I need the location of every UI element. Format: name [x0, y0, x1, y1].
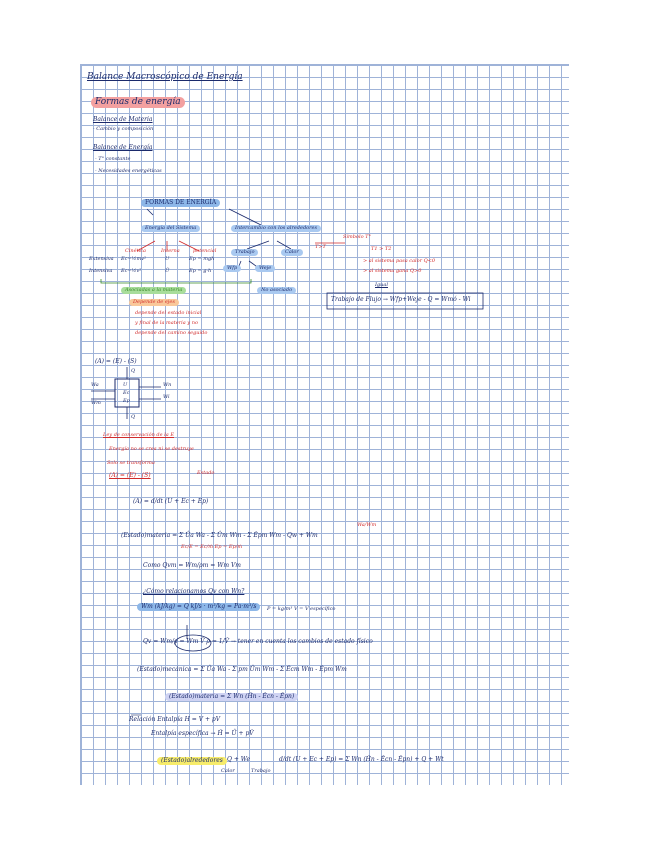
balance-materia-item: - Cambio y composición	[93, 126, 154, 132]
equation-entalpia-especifica: Entalpía específica → Ĥ = Û + pV̂	[151, 730, 254, 737]
equation-q-we: Q + We	[227, 756, 250, 763]
ec-extensiva: Ec=½mv²	[121, 256, 147, 262]
intensiva-label: Intensiva	[89, 268, 113, 274]
energia-sistema-box: Energía del Sistema	[141, 225, 200, 232]
section-formas-de-energia: Formas de energía	[91, 97, 185, 108]
grid-paper	[80, 64, 569, 785]
page-title: Balance Macroscópico de Energía	[87, 72, 243, 82]
equation-sub: Ec/E = Ec/ṁ Ep = Ep/ṁ	[181, 544, 243, 550]
ley-line: Energía no se crea ni se destruye	[109, 446, 194, 452]
simbolo-label: Símbolo T°	[343, 234, 372, 240]
depende-line: depende del camino seguido	[135, 330, 208, 336]
balance-energia-item: - T° constante	[95, 156, 131, 162]
balance-materia-heading: Balance de Materia	[93, 116, 153, 123]
calor-label: Calor	[281, 249, 303, 256]
estado-label: Estado	[197, 470, 215, 476]
equation-estado-alrededores: (Estado)alrededores	[157, 757, 227, 765]
equation-entalpia: Relación Entalpía H = V + pV	[129, 716, 221, 723]
no-asociado: No asociado	[257, 287, 296, 294]
ep-intensiva: Ep = g·h	[189, 268, 212, 274]
interna-label: Interna	[161, 248, 180, 254]
system-ec: Ec	[123, 390, 130, 396]
calor-sublabel: Calor	[221, 768, 235, 774]
wn-label: Wn	[163, 382, 172, 388]
wi-label: Wi	[163, 394, 170, 400]
ep-extensiva: Ep = mgh	[189, 256, 215, 262]
highlighted-equation: Wm (kJ/kg) = Q kJ/s · m³/kg = Pa·m³/s	[137, 603, 260, 611]
wfp-label: Wfp	[223, 265, 241, 272]
tt-label: T>T	[315, 244, 326, 250]
a-eq: (A) = (E) - (S)	[95, 358, 137, 365]
wm-label: Wm	[91, 400, 101, 406]
equation-estado-mecanica: (Estado)mecánica = Σ Ûa Wa - Σ pm Ûm Wm - Σ Êcm Wm - Êpm Wm	[137, 666, 347, 673]
equation-estado-materia: (Estado)materia = Σ Ûa Wa - Σ Ûm Wm - Σ Êpm Wm - Qw + Wm	[121, 532, 318, 539]
ley-conservacion: Ley de conservación de la E	[103, 432, 174, 438]
depende-ejes: Depende de ejes	[129, 299, 179, 306]
q-bottom-label: Q	[131, 414, 136, 420]
trabajo-label: Trabajo	[231, 249, 258, 256]
intercambio-box: Intercambio con los alrededores	[231, 225, 321, 232]
asociadas-materia: Asociadas a la materia	[121, 287, 186, 294]
equation-superscript: Wa/Wm	[357, 522, 377, 528]
system-u: U	[123, 382, 128, 388]
system-ep: Ep	[123, 398, 130, 404]
equation-como: Como Qvm = Wm/ρm = Wm Vm	[143, 562, 241, 569]
balance-energia-item: - Necesidades energéticas	[95, 168, 162, 174]
depende-line: depende del estado inicial	[135, 310, 202, 316]
trabajo-sublabel: Trabajo	[251, 768, 271, 774]
equation-a: (A) = d/dt (U + Ec + Ep)	[133, 498, 209, 505]
u-extensiva: U	[165, 256, 170, 262]
sign-line: > al sistema gana Q>0	[363, 268, 422, 274]
trabajo-flujo-equation: Trabajo de Flujo → Wfp+Weje - Q = Wmó - Wi	[331, 296, 471, 303]
potencial-label: potencial	[193, 248, 217, 254]
balance-energia-heading: Balance de Energía	[93, 144, 153, 151]
weje-label: Weje	[255, 265, 275, 272]
extensiva-label: Extensiva	[89, 256, 114, 262]
formas-energia-box: FORMAS DE ENERGÍA	[141, 199, 220, 207]
equation-estado-materia2: (Estado)materia = Σ Wn (Ĥn - Êcn - Êpn)	[165, 693, 298, 701]
equation-qv: Qv = Wm/ρ = Wm V̂ ρ = 1/V̂ → tener en cuenta los cambios de estado físico	[143, 638, 373, 645]
wa-label: Wa	[91, 382, 99, 388]
u-intensiva: Û	[165, 268, 170, 274]
equation-note: P = kg/m³ V = V específico	[267, 606, 336, 612]
ley-line: Solo se transforma	[107, 460, 155, 466]
ec-intensiva: Ec=½v²	[121, 268, 142, 274]
depende-line: y final de la materia y no	[135, 320, 198, 326]
question-line: ¿Cómo relacionamos Qv con Wn?	[143, 588, 245, 595]
cinetica-label: Cinética	[125, 248, 146, 254]
equation-final: d/dt (U + Ec + Ep) = Σ Wn (Ĥn - Êcn - Êpn) + Q + Wt	[279, 756, 444, 763]
ae-equation: (A) = (E) - (S)	[109, 472, 151, 479]
q-top-label: Q	[131, 368, 136, 374]
igual-label: Igual	[375, 282, 388, 288]
sign-line: T1 > T2	[371, 246, 392, 252]
sign-line: > al sistema pasa calor Q<0	[363, 258, 436, 264]
